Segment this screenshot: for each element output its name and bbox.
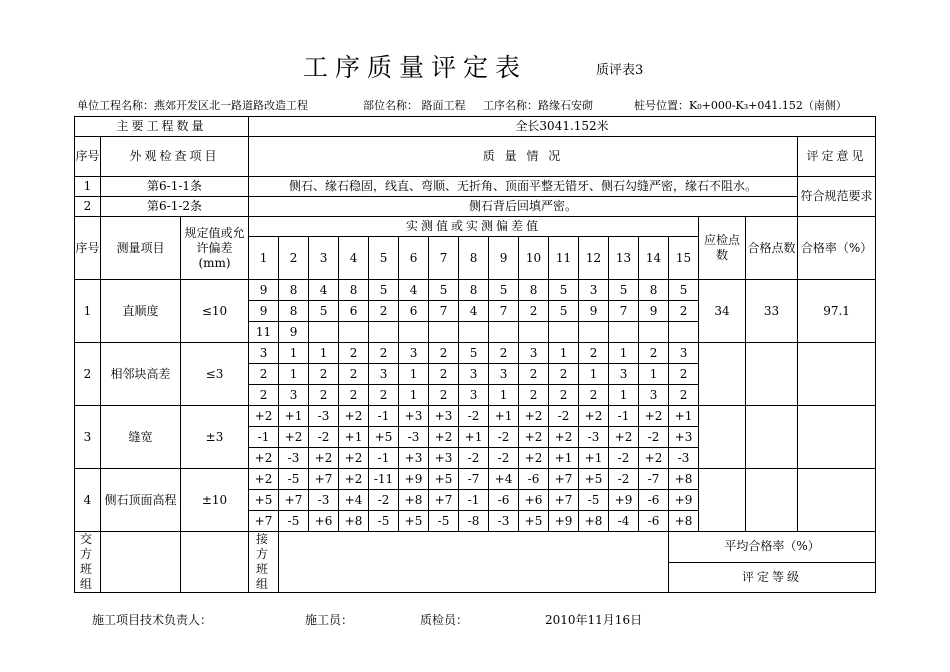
measurement-item-name: 缝宽 — [101, 406, 181, 469]
measured-value: +2 — [429, 427, 459, 448]
measured-value: 7 — [489, 301, 519, 322]
measured-value: 3 — [489, 364, 519, 385]
measured-value: -1 — [459, 490, 489, 511]
measured-value: 3 — [519, 343, 549, 364]
measured-value: 2 — [519, 364, 549, 385]
measured-value: 5 — [369, 280, 399, 301]
measured-value: -5 — [369, 511, 399, 532]
measured-value: +5 — [399, 511, 429, 532]
appearance-desc: 侧石背后回填严密。 — [249, 197, 798, 217]
measured-value: 5 — [669, 280, 699, 301]
measured-value: 3 — [369, 364, 399, 385]
measured-value: 1 — [489, 385, 519, 406]
measured-value: 1 — [279, 364, 309, 385]
measured-value: +5 — [429, 469, 459, 490]
measurement-row — [75, 469, 876, 490]
measured-value: 8 — [279, 301, 309, 322]
measured-value: 2 — [309, 364, 339, 385]
measured-value: +1 — [459, 427, 489, 448]
measured-value: +8 — [669, 469, 699, 490]
column-number: 3 — [309, 237, 339, 280]
average-pass-rate-label: 平均合格率（%） — [669, 532, 876, 563]
measured-value: +1 — [279, 406, 309, 427]
column-number: 12 — [579, 237, 609, 280]
date: 2010年11月16日 — [545, 613, 643, 627]
eval-opinion: 符合规范要求 — [798, 177, 876, 217]
measured-value: -2 — [369, 490, 399, 511]
measured-value: +2 — [549, 427, 579, 448]
column-number: 7 — [429, 237, 459, 280]
measured-value: +2 — [339, 448, 369, 469]
measured-value: +9 — [399, 469, 429, 490]
measured-value: 2 — [369, 301, 399, 322]
measured-value: +8 — [579, 511, 609, 532]
tech-lead-label: 施工项目技术负责人： — [92, 613, 213, 627]
measurement-row — [75, 406, 876, 427]
measured-value: -1 — [369, 406, 399, 427]
measured-value: +9 — [549, 511, 579, 532]
measured-value: -7 — [459, 469, 489, 490]
measured-value: -5 — [429, 511, 459, 532]
station-position: 桩号位置：K₀+000-K₃+041.152（南侧） — [634, 99, 847, 112]
measured-value: 2 — [339, 343, 369, 364]
measured-value: -2 — [609, 448, 639, 469]
pass-rate-header: 合格率（%） — [798, 217, 876, 280]
main-quantity-label: 主要工程数量 — [75, 117, 249, 137]
measured-value: +1 — [339, 427, 369, 448]
measured-value: -3 — [489, 511, 519, 532]
measured-value: +7 — [549, 490, 579, 511]
measured-value: 9 — [249, 280, 279, 301]
measured-value: 4 — [459, 301, 489, 322]
measured-value: 5 — [429, 280, 459, 301]
column-number: 15 — [669, 237, 699, 280]
measured-value: +2 — [609, 427, 639, 448]
measured-value — [429, 322, 459, 343]
unit-project-name: 单位工程名称：燕郊开发区北一路道路改造工程 — [77, 99, 308, 112]
column-number: 9 — [489, 237, 519, 280]
measured-value: -5 — [279, 469, 309, 490]
form-title: 工序质量评定表 — [303, 53, 528, 82]
qualified-points — [746, 469, 798, 532]
measured-value: 5 — [489, 280, 519, 301]
measured-value — [579, 322, 609, 343]
measured-value: +3 — [399, 448, 429, 469]
measured-value: +3 — [399, 406, 429, 427]
measured-value: +5 — [369, 427, 399, 448]
column-number: 10 — [519, 237, 549, 280]
measured-value: +2 — [519, 427, 549, 448]
column-number: 14 — [639, 237, 669, 280]
measured-value: +1 — [489, 406, 519, 427]
measured-values-header: 实测值或实测偏差值 — [249, 217, 699, 237]
measured-value: +8 — [339, 511, 369, 532]
measured-value: 9 — [639, 301, 669, 322]
measured-value: 5 — [549, 280, 579, 301]
measured-value — [639, 322, 669, 343]
measured-value: 2 — [369, 343, 399, 364]
measured-value: 8 — [519, 280, 549, 301]
measured-value: 2 — [579, 343, 609, 364]
measured-value: 2 — [249, 385, 279, 406]
measurement-item-name: 侧石顶面高程 — [101, 469, 181, 532]
handover-from-team-value — [101, 532, 181, 593]
measured-value: 3 — [609, 364, 639, 385]
measured-value: 1 — [279, 343, 309, 364]
measured-value: +8 — [669, 511, 699, 532]
should-check-points — [699, 469, 746, 532]
measured-value — [339, 322, 369, 343]
measurement-row — [75, 280, 876, 301]
column-number: 11 — [549, 237, 579, 280]
measured-value: 1 — [579, 364, 609, 385]
measured-value: 9 — [579, 301, 609, 322]
appearance-clause: 第6-1-2条 — [101, 197, 249, 217]
pass-rate — [798, 343, 876, 406]
measured-value: +2 — [249, 448, 279, 469]
measured-value: +1 — [579, 448, 609, 469]
measured-value: 5 — [459, 343, 489, 364]
measured-value: +7 — [429, 490, 459, 511]
process-name: 工序名称：路缘石安砌 — [483, 99, 593, 112]
qualified-points-header: 合格点数 — [746, 217, 798, 280]
handover-to-team-label: 接方班组 — [249, 532, 279, 593]
appearance-item-header: 外观检查项目 — [101, 137, 249, 177]
measured-value: 9 — [249, 301, 279, 322]
measured-value — [669, 322, 699, 343]
measurement-allowance: ±3 — [181, 406, 249, 469]
measured-value: 11 — [249, 322, 279, 343]
measurement-no: 1 — [75, 280, 101, 343]
measurement-no: 4 — [75, 469, 101, 532]
measured-value: +3 — [669, 427, 699, 448]
measured-value: -6 — [639, 511, 669, 532]
measured-value: -2 — [309, 427, 339, 448]
measured-value: 1 — [609, 385, 639, 406]
measured-value: -5 — [579, 490, 609, 511]
main-quantity-value: 全长3041.152米 — [249, 117, 876, 137]
measured-value: -2 — [459, 448, 489, 469]
measured-value: +4 — [339, 490, 369, 511]
measured-value: 3 — [279, 385, 309, 406]
measured-value: -1 — [369, 448, 399, 469]
measured-value: +3 — [429, 406, 459, 427]
measured-value: +2 — [639, 406, 669, 427]
measured-value: +9 — [669, 490, 699, 511]
measured-value: -6 — [489, 490, 519, 511]
measured-value: 3 — [399, 343, 429, 364]
handover-to-team-value — [279, 532, 669, 593]
measured-value: -1 — [249, 427, 279, 448]
measured-value: -1 — [609, 406, 639, 427]
measured-value: 2 — [669, 364, 699, 385]
measured-value: +5 — [579, 469, 609, 490]
appearance-desc: 侧石、缘石稳固，线直、弯顺、无折角、顶面平整无错牙、侧石勾缝严密，缘石不阻水。 — [249, 177, 798, 197]
measured-value: +2 — [339, 469, 369, 490]
measured-value: -3 — [309, 490, 339, 511]
measurement-no: 3 — [75, 406, 101, 469]
measured-value: 2 — [669, 385, 699, 406]
measured-value: 1 — [639, 364, 669, 385]
measured-value: -3 — [669, 448, 699, 469]
measured-value: 7 — [609, 301, 639, 322]
column-number: 1 — [249, 237, 279, 280]
appearance-clause: 第6-1-1条 — [101, 177, 249, 197]
measured-value: 5 — [609, 280, 639, 301]
measured-value: +2 — [279, 427, 309, 448]
quality-evaluation-table — [74, 116, 876, 593]
measured-value — [309, 322, 339, 343]
measured-value: +7 — [309, 469, 339, 490]
measured-value: +9 — [609, 490, 639, 511]
measured-value: 3 — [459, 385, 489, 406]
measured-value: 2 — [489, 343, 519, 364]
handover-from-team-signature — [181, 532, 249, 593]
allowance-header: 规定值或允许偏差(mm) — [181, 217, 249, 280]
handover-from-team-label: 交方班组 — [75, 532, 101, 593]
measured-value: 2 — [669, 301, 699, 322]
measured-value: +2 — [519, 448, 549, 469]
eval-opinion-header: 评定意见 — [798, 137, 876, 177]
measured-value: +6 — [309, 511, 339, 532]
measured-value: +2 — [339, 406, 369, 427]
measured-value: 2 — [369, 385, 399, 406]
measured-value: 2 — [339, 364, 369, 385]
measured-value: 2 — [519, 301, 549, 322]
column-number: 5 — [369, 237, 399, 280]
pass-rate: 97.1 — [798, 280, 876, 343]
measured-value: +2 — [309, 448, 339, 469]
measured-value: 3 — [669, 343, 699, 364]
measured-value: -11 — [369, 469, 399, 490]
measured-value: -2 — [459, 406, 489, 427]
pass-rate — [798, 406, 876, 469]
qualified-points — [746, 406, 798, 469]
measured-value: +2 — [519, 406, 549, 427]
measurement-row — [75, 343, 876, 364]
part-name: 部位名称： 路面工程 — [363, 99, 466, 112]
measured-value — [549, 322, 579, 343]
measured-value: -3 — [399, 427, 429, 448]
measured-value: 9 — [279, 322, 309, 343]
measured-value: 1 — [309, 343, 339, 364]
measured-value: -8 — [459, 511, 489, 532]
measure-item-header: 测量项目 — [101, 217, 181, 280]
measured-value: 2 — [549, 364, 579, 385]
measured-value: -2 — [609, 469, 639, 490]
appearance-no: 2 — [75, 197, 101, 217]
measured-value: 1 — [399, 385, 429, 406]
measured-value: -2 — [489, 427, 519, 448]
measured-value: 5 — [309, 301, 339, 322]
should-check-points — [699, 406, 746, 469]
should-check-points — [699, 343, 746, 406]
measured-value: 8 — [339, 280, 369, 301]
worker-label: 施工员： — [305, 613, 354, 627]
column-number: 6 — [399, 237, 429, 280]
column-number: 4 — [339, 237, 369, 280]
measured-value: -4 — [609, 511, 639, 532]
column-number: 8 — [459, 237, 489, 280]
measured-value: +2 — [639, 448, 669, 469]
measured-value: -2 — [489, 448, 519, 469]
measured-value: 4 — [309, 280, 339, 301]
measured-value: 6 — [339, 301, 369, 322]
measured-value: 1 — [609, 343, 639, 364]
measured-value: 3 — [459, 364, 489, 385]
measured-value: 8 — [639, 280, 669, 301]
measured-value — [489, 322, 519, 343]
measured-value: 2 — [639, 343, 669, 364]
measured-value: 2 — [429, 385, 459, 406]
measured-value: +8 — [399, 490, 429, 511]
measured-value: -7 — [639, 469, 669, 490]
measured-value: 4 — [399, 280, 429, 301]
measured-value — [399, 322, 429, 343]
measured-value: -2 — [549, 406, 579, 427]
measurement-allowance: ≤10 — [181, 280, 249, 343]
measured-value: -2 — [639, 427, 669, 448]
column-number: 2 — [279, 237, 309, 280]
measured-value — [369, 322, 399, 343]
measured-value: -5 — [279, 511, 309, 532]
measurement-allowance: ±10 — [181, 469, 249, 532]
measured-value: +5 — [249, 490, 279, 511]
measured-value: 2 — [519, 385, 549, 406]
measured-value: -3 — [279, 448, 309, 469]
measured-value: -6 — [639, 490, 669, 511]
should-check-points: 34 — [699, 280, 746, 343]
seq-header: 序号 — [75, 217, 101, 280]
appearance-no: 1 — [75, 177, 101, 197]
measured-value: 7 — [429, 301, 459, 322]
measured-value — [459, 322, 489, 343]
measured-value: +1 — [549, 448, 579, 469]
evaluation-grade-label: 评定等级 — [669, 562, 876, 593]
measurement-item-name: 直顺度 — [101, 280, 181, 343]
measured-value: -3 — [309, 406, 339, 427]
measured-value: -6 — [519, 469, 549, 490]
should-check-header: 应检点数 — [699, 217, 746, 280]
measured-value: 2 — [549, 385, 579, 406]
measured-value — [609, 322, 639, 343]
measured-value — [519, 322, 549, 343]
measured-value: +4 — [489, 469, 519, 490]
qualified-points — [746, 343, 798, 406]
inspector-label: 质检员： — [420, 613, 469, 627]
measured-value: +1 — [669, 406, 699, 427]
measured-value: 2 — [579, 385, 609, 406]
measurement-no: 2 — [75, 343, 101, 406]
measured-value: +2 — [579, 406, 609, 427]
column-number: 13 — [609, 237, 639, 280]
measured-value: -3 — [579, 427, 609, 448]
measured-value: 5 — [549, 301, 579, 322]
measured-value: 3 — [639, 385, 669, 406]
measured-value: 1 — [399, 364, 429, 385]
measured-value: 2 — [429, 343, 459, 364]
measured-value: 2 — [309, 385, 339, 406]
measured-value: 2 — [249, 364, 279, 385]
measured-value: 3 — [579, 280, 609, 301]
measured-value: 8 — [459, 280, 489, 301]
measured-value: +7 — [249, 511, 279, 532]
measured-value: +6 — [519, 490, 549, 511]
pass-rate — [798, 469, 876, 532]
quality-situation-header: 质 量 情 况 — [249, 137, 798, 177]
measured-value: 3 — [249, 343, 279, 364]
measured-value: +7 — [279, 490, 309, 511]
form-number: 质评表3 — [596, 63, 644, 78]
measurement-item-name: 相邻块高差 — [101, 343, 181, 406]
seq-header: 序号 — [75, 137, 101, 177]
measured-value: 1 — [549, 343, 579, 364]
measured-value: 2 — [339, 385, 369, 406]
measurement-allowance: ≤3 — [181, 343, 249, 406]
measured-value: +2 — [249, 406, 279, 427]
measured-value: +2 — [249, 469, 279, 490]
measured-value: 2 — [429, 364, 459, 385]
measured-value: +7 — [549, 469, 579, 490]
measured-value: +3 — [429, 448, 459, 469]
measured-value: 6 — [399, 301, 429, 322]
measured-value: 8 — [279, 280, 309, 301]
qualified-points: 33 — [746, 280, 798, 343]
measured-value: +5 — [519, 511, 549, 532]
